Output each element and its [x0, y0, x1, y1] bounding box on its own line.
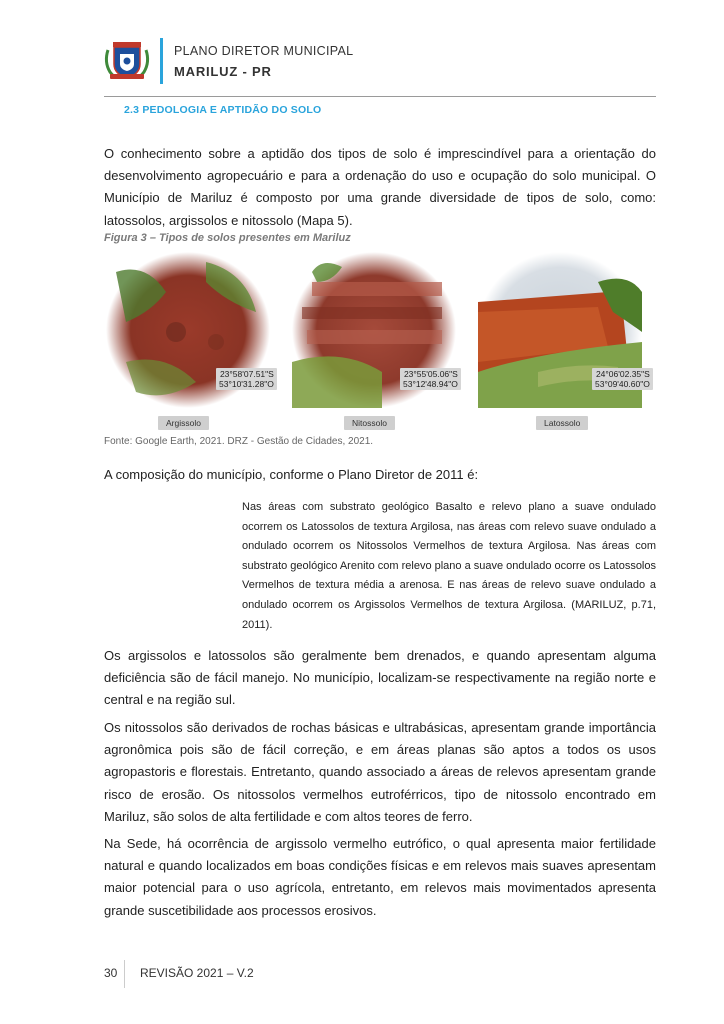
- header-subtitle: MARILUZ - PR: [174, 64, 272, 79]
- photo-coordinates: [400, 368, 461, 390]
- paragraph-argissolos: Os argissolos e latossolos são geralmente bem drenados, e quando apresentam alguma deficiência são de fácil manejo. No município, localizam-se respectivamente na região norte e central e na região sul.: [104, 648, 656, 708]
- photo-coordinates: [216, 368, 277, 390]
- coord-lon: 53°09'40.60"O: [595, 379, 650, 389]
- figure-caption: Figura 3 – Tipos de solos presentes em Mariluz: [104, 232, 351, 244]
- photo-argissolo: [106, 252, 274, 408]
- paragraph-composition: A composição do município, conforme o Plano Diretor de 2011 é:: [104, 467, 479, 482]
- coord-lat: 23°58'07.51"S: [219, 369, 274, 379]
- photo-label-nitossolo: Nitossolo: [344, 416, 395, 430]
- coord-lon: 53°12'48.94"O: [403, 379, 458, 389]
- coord-lon: 53°10'31.28"O: [219, 379, 274, 389]
- photo-label-argissolo: Argissolo: [158, 416, 209, 430]
- photo-label-latossolo: Latossolo: [536, 416, 588, 430]
- mariluz-coat-of-arms-icon: [104, 40, 150, 82]
- revision-label: REVISÃO 2021 – V.2: [140, 966, 254, 980]
- photo-latossolo: [478, 252, 650, 408]
- page-number: 30: [104, 966, 118, 980]
- photo-nitossolo: [292, 252, 456, 408]
- paragraph-nitossolos: Os nitossolos são derivados de rochas básicas e ultrabásicas, apresentam grande importância agronômica pois são de fácil correção, e em áreas planas são aptos a todos os usos agropastoris e florestais. Entretanto, quando associado a áreas de relevos apresentam grande risco de erosão. Os nitossolos vermelhos eutroférricos, tipo de nitossolo encontrado em Mariluz, são solos de alta fertilidade e com altos teores de ferro.: [104, 720, 656, 824]
- header-title: PLANO DIRETOR MUNICIPAL: [174, 44, 354, 58]
- figure-source: Fonte: Google Earth, 2021. DRZ - Gestão de Cidades, 2021.: [104, 436, 374, 447]
- footer-divider: [124, 960, 125, 988]
- page-header: [104, 38, 656, 98]
- block-quote: Nas áreas com substrato geológico Basalto e relevo plano a suave ondulado ocorrem os Latossolos de textura Argilosa, nas áreas com relevo suave ondulado a ondulado ocorrem os Nitossolos Vermelhos de textura Argilosa. Nas áreas com substrato geológico Arenito com relevo plano a suave ondulado ocorre os Latossolos Vermelhos de textura média a arenosa. E nas áreas de relevo suave ondulado a ondulado ocorrem os Argissolos Vermelhos de textura Argilosa. (MARILUZ, p.71, 2011).: [242, 501, 656, 631]
- header-accent-bar: [160, 38, 163, 84]
- paragraph-sede: Na Sede, há ocorrência de argissolo vermelho eutrófico, o qual apresenta maior fertilidade natural e quando localizados em boas condições físicas e em relevos mais suaves apresentam maior potencial para o uso agrícola, entretanto, em relevos mais movimentados apresenta grande suscetibilidade aos processos erosivos.: [104, 836, 656, 918]
- section-heading: 2.3 PEDOLOGIA E APTIDÃO DO SOLO: [124, 104, 322, 116]
- coord-lat: 23°55'05.06"S: [403, 369, 458, 379]
- paragraph-intro: O conhecimento sobre a aptidão dos tipos de solo é imprescindível para a orientação do desenvolvimento agropecuário e para a ordenação do uso e ocupação do solo municipal. O Município de Mariluz é composto por uma grande diversidade de tipos de solo, como: latossolos, argissolos e nitossolo (Mapa 5).: [104, 146, 656, 228]
- coord-lat: 24°06'02.35"S: [595, 369, 650, 379]
- photo-coordinates: [592, 368, 653, 390]
- header-divider: [104, 96, 656, 97]
